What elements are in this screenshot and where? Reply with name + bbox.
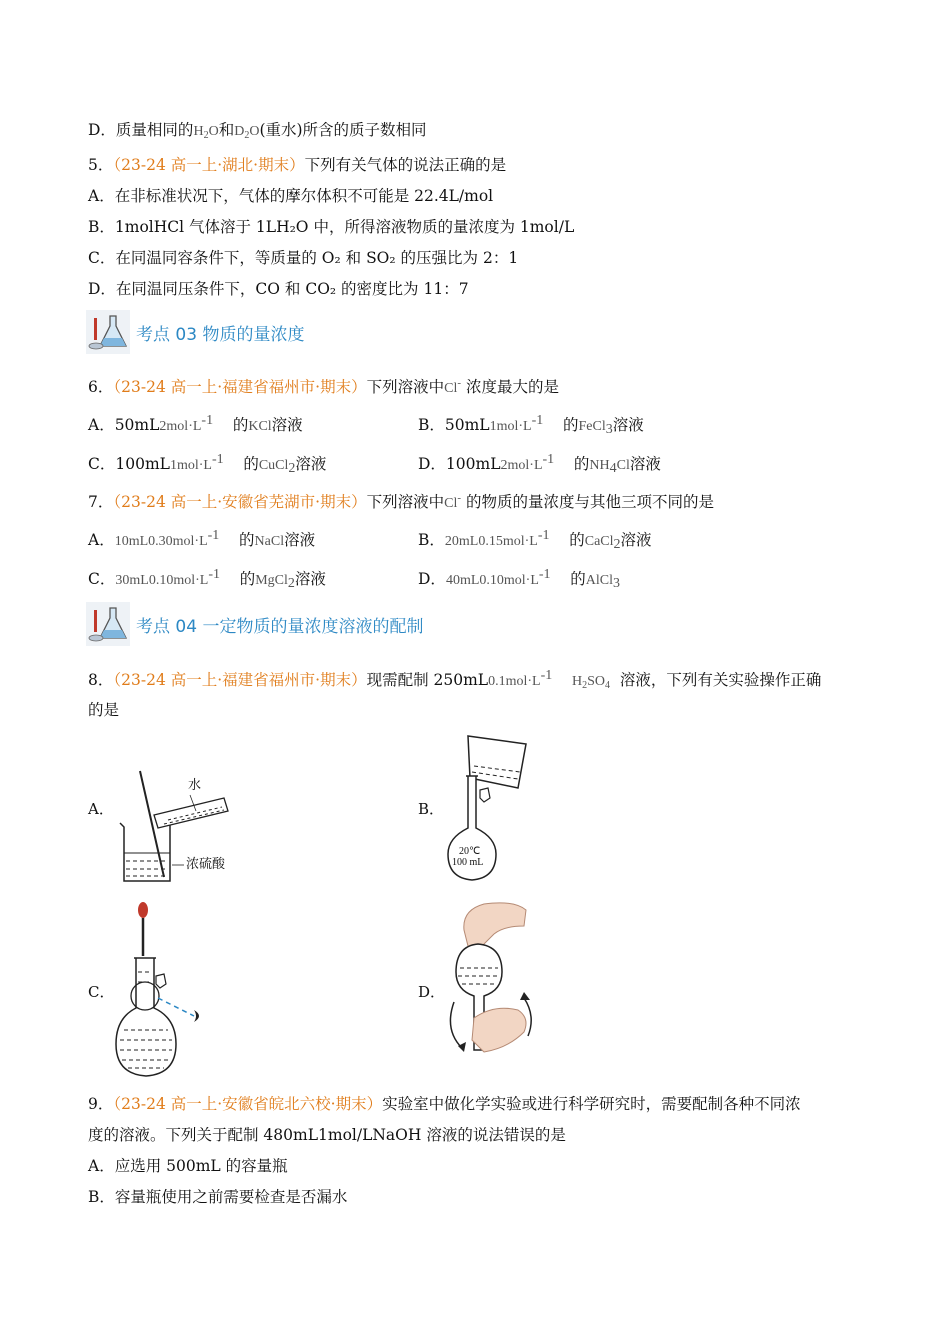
q6-option-c: C．100mL1mol·L-1 的CuCl2溶液	[88, 452, 327, 476]
section-04-header	[86, 602, 423, 646]
q6-option-b: B．50mL1mol·L-1 的FeCl3溶液	[418, 413, 644, 437]
q8-stem: 8．（23-24 高一上·福建省福州市·期末）现需配制 250mL0.1mol·L-1 $H_2SO_4$ 溶液，下列有关实验操作正确	[88, 668, 822, 691]
section-04-title: 考点 04 一定物质的量浓度溶液的配制	[136, 616, 424, 637]
q6-option-a: A．50mL2mol·L-1 的KCl溶液	[88, 413, 303, 434]
q6-option-d: D．100mL2mol·L-1 的NH4Cl溶液	[418, 452, 661, 476]
section-03-title: 考点 03 物质的量浓度	[136, 324, 305, 345]
figure-b-temp-label: 20℃	[459, 846, 481, 857]
q8-source: （23-24 高一上·福建省福州市·期末）	[113, 671, 367, 689]
section-03-header	[86, 310, 304, 354]
eye-icon	[194, 1010, 199, 1022]
q9-option-b: B．容量瓶使用之前需要检查是否漏水	[88, 1188, 348, 1206]
figure-a-water-label: 水	[188, 778, 202, 793]
q8-stem-cont: 的是	[88, 701, 120, 719]
h2o-formula: $H_2O$	[193, 124, 219, 141]
flask-icon	[86, 602, 130, 646]
q5-option-d: D．在同温同压条件下，CO 和 CO₂ 的密度比为 11：7	[88, 280, 469, 298]
q5-source: （23-24 高一上·湖北·期末）	[113, 156, 305, 174]
q7-option-d: D．40mL0.10mol·L-1 的AlCl3	[418, 567, 621, 591]
sulfuric-acid-formula: $H_2SO_4$	[572, 674, 611, 691]
q9-stem-cont: 度的溶液。下列关于配制 480mL1mol/LNaOH 溶液的说法错误的是	[88, 1126, 566, 1144]
q7-option-b: B．20mL0.15mol·L-1 的CaCl2溶液	[418, 528, 652, 552]
q8-option-c-label: C．	[88, 983, 115, 1001]
chloride-ion: Cl-	[444, 377, 462, 396]
q6-source: （23-24 高一上·福建省福州市·期末）	[113, 378, 367, 396]
q8-option-b-label: B．	[418, 800, 445, 818]
q5-option-a: A．在非标准状况下，气体的摩尔体积不可能是 22.4L/mol	[88, 187, 494, 205]
q5-option-c: C．在同温同容条件下，等质量的 O₂ 和 SO₂ 的压强比为 2：1	[88, 249, 519, 267]
figure-d-shaking	[444, 900, 538, 1070]
q7-stem: 7．（23-24 高一上·安徽省芜湖市·期末）下列溶液中Cl- 的物质的量浓度与其他三项不同的是	[88, 492, 714, 511]
q5-stem: 5．（23-24 高一上·湖北·期末）下列有关气体的说法正确的是	[88, 156, 507, 174]
q4-option-d: D．质量相同的$H_2O$和$D_2O$(重水)所含的质子数相同	[88, 121, 427, 141]
flask-icon	[86, 310, 130, 354]
q6-stem: 6．（23-24 高一上·福建省福州市·期末）下列溶液中Cl- 浓度最大的是	[88, 377, 559, 396]
q9-option-a: A．应选用 500mL 的容量瓶	[88, 1157, 288, 1175]
d2o-formula: $D_2O$	[234, 124, 260, 141]
figure-b-volume-label: 100 mL	[452, 857, 484, 868]
q7-option-a: A．10mL0.30mol·L-1 的NaCl溶液	[88, 528, 316, 549]
figure-a-acid-label: 浓硫酸	[186, 857, 226, 872]
q9-stem: 9．（23-24 高一上·安徽省皖北六校·期末）实验室中做化学实验或进行科学研究时，需要配制各种不同浓	[88, 1095, 801, 1113]
q8-option-a-label: A．	[88, 800, 114, 818]
q7-source: （23-24 高一上·安徽省芜湖市·期末）	[113, 493, 367, 511]
q5-option-b: B．1molHCl 气体溶于 1LH₂O 中，所得溶液物质的量浓度为 1mol/L	[88, 218, 575, 236]
q7-option-c: C．30mL0.10mol·L-1 的MgCl2溶液	[88, 567, 326, 591]
q9-source: （23-24 高一上·安徽省皖北六校·期末）	[113, 1095, 383, 1113]
q8-option-d-label: D．	[418, 983, 446, 1001]
figure-c-reading	[112, 898, 212, 1080]
